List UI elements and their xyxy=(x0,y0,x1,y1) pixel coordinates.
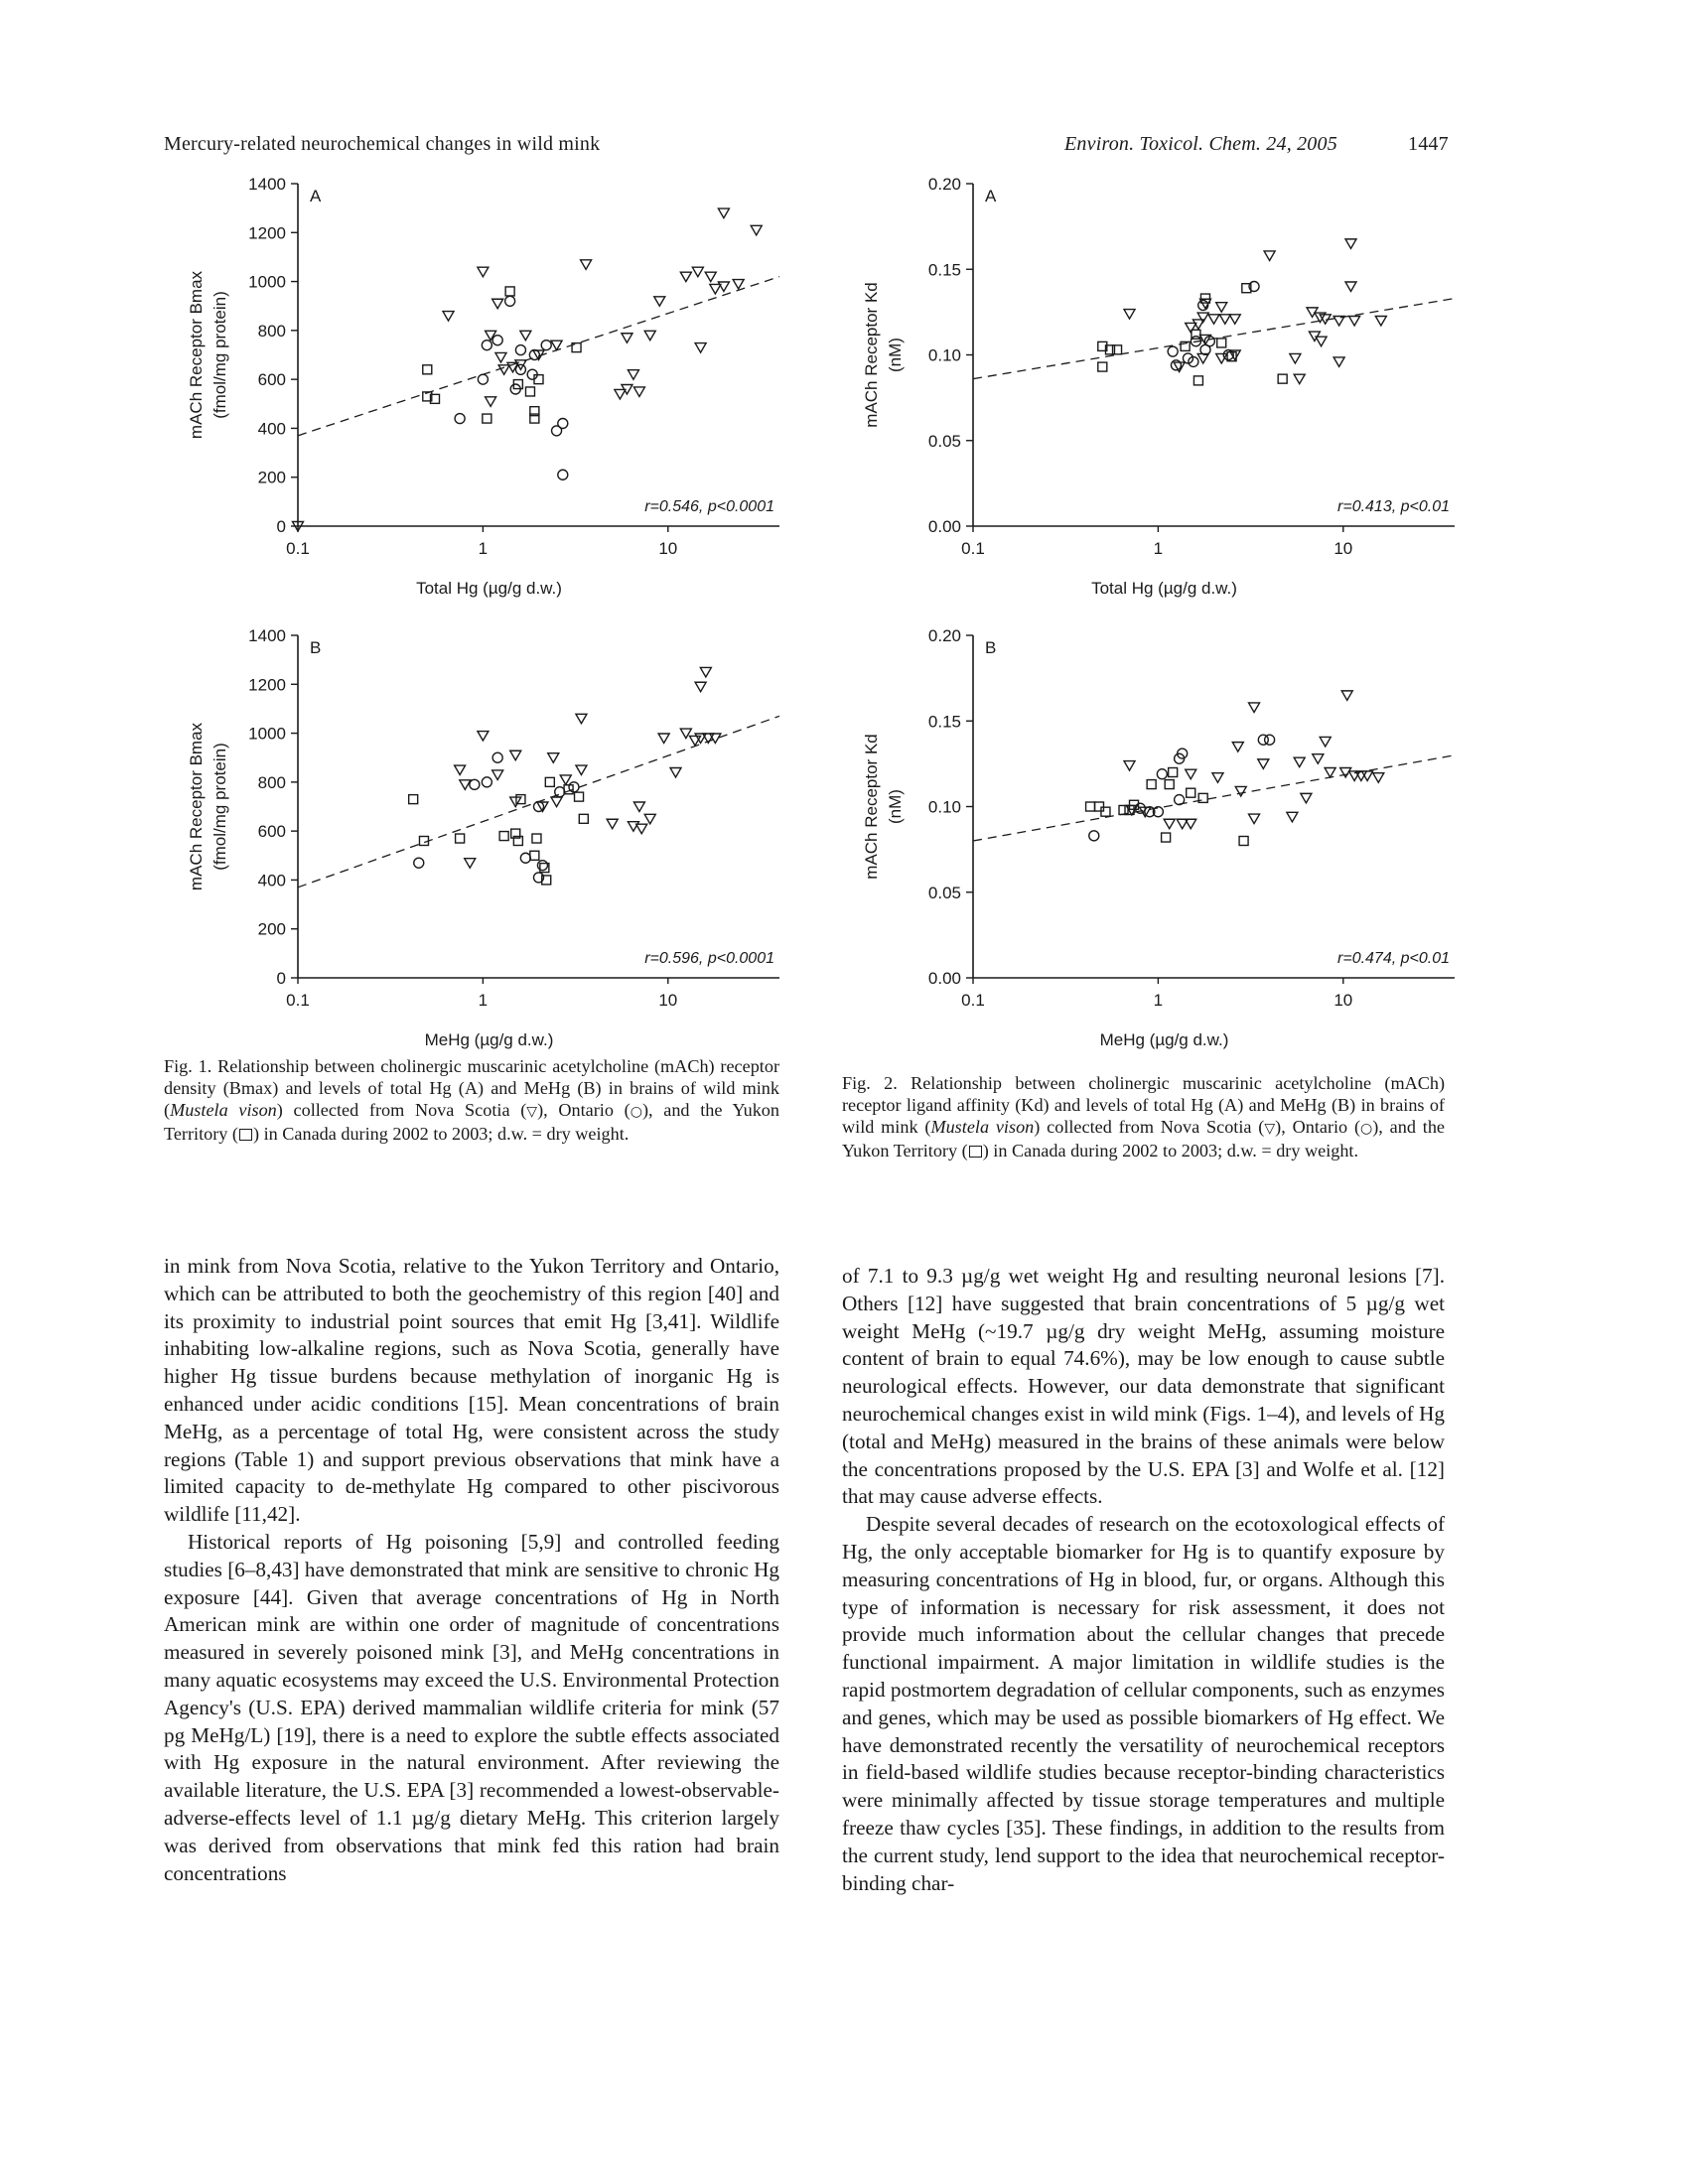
body-paragraph: in mink from Nova Scotia, relative to the Yukon Territory and Ontario, which can be attributed to both the geochemistry of this region [40] and its proximity to industrial point sources that emit Hg [3,41]. Wildlife inhabiting low-alkaline regions, such as Nova Scotia, generally have higher Hg tissue burdens because methylation of inorganic Hg is enhanced under acidic conditions [15]. Mean concentrations of brain MeHg, as a percentage of total Hg, were consistent across the study regions (Table 1) and support previous observations that mink have a limited capacity to de-methylate Hg compared to other piscivorous wildlife [11,42]. xyxy=(164,1254,779,1527)
y-tick-label: 600 xyxy=(257,822,286,842)
caption-text: ), Ontario ( xyxy=(1275,1117,1361,1137)
x-tick-label: 1 xyxy=(1153,539,1164,558)
caption-text: ) collected from Nova Scotia ( xyxy=(1034,1117,1265,1137)
square-marker-yukon xyxy=(1098,362,1107,371)
y-tick-label: 0 xyxy=(276,517,286,536)
square-marker-yukon xyxy=(483,414,491,423)
y-tick-label: 1200 xyxy=(248,675,286,695)
square-marker-yukon xyxy=(1147,780,1156,789)
y-tick-label: 200 xyxy=(257,468,286,487)
triangle-marker-nova-scotia xyxy=(633,802,644,812)
square-marker-yukon xyxy=(505,287,514,296)
circle-marker-ontario xyxy=(470,779,480,789)
triangle-marker-nova-scotia xyxy=(1232,743,1243,752)
circle-marker-ontario xyxy=(1175,795,1185,805)
triangle-marker-nova-scotia xyxy=(498,365,509,375)
triangle-marker-nova-scotia xyxy=(1124,310,1135,320)
y-tick-label: 1200 xyxy=(248,223,286,243)
triangle-marker-nova-scotia xyxy=(751,225,762,235)
figure-label: Fig. 2. xyxy=(842,1073,898,1093)
square-marker-yukon xyxy=(575,792,584,801)
square-marker-yukon xyxy=(499,832,508,841)
caption-text: ) in Canada during 2002 to 2003; d.w. = dry weight. xyxy=(982,1141,1359,1160)
x-tick-label: 1 xyxy=(1153,991,1164,1010)
triangle-marker-nova-scotia xyxy=(692,267,703,277)
square-marker-yukon xyxy=(1187,788,1195,797)
triangle-marker-nova-scotia xyxy=(1287,812,1298,822)
x-tick-label: 10 xyxy=(1333,539,1353,558)
species-name: Mustela vison xyxy=(930,1117,1035,1137)
triangle-marker-nova-scotia xyxy=(1301,793,1312,803)
square-marker-yukon xyxy=(525,387,534,396)
triangle-marker-nova-scotia xyxy=(1349,317,1360,327)
triangle-marker-nova-scotia xyxy=(548,753,559,763)
triangle-marker-nova-scotia xyxy=(615,389,626,399)
x-tick-label: 10 xyxy=(1333,991,1353,1010)
x-tick-label: 0.1 xyxy=(961,991,985,1010)
triangle-marker-nova-scotia xyxy=(1235,786,1246,796)
y-tick-label: 0.05 xyxy=(927,431,961,451)
triangle-marker-nova-scotia xyxy=(1333,357,1344,367)
x-tick-label: 0.1 xyxy=(286,991,310,1010)
triangle-marker-nova-scotia xyxy=(486,397,496,407)
triangle-symbol: ▽ xyxy=(526,1104,538,1120)
triangle-marker-nova-scotia xyxy=(560,775,571,785)
y-tick-label: 1400 xyxy=(248,626,286,645)
statistics-annotation: r=0.474, p<0.01 xyxy=(1337,950,1450,967)
triangle-marker-nova-scotia xyxy=(695,682,706,692)
y-tick-label: 0.15 xyxy=(927,712,961,732)
circle-marker-ontario xyxy=(1089,831,1099,841)
triangle-marker-nova-scotia xyxy=(510,797,521,807)
square-marker-yukon xyxy=(1165,780,1174,789)
triangle-marker-nova-scotia xyxy=(1219,315,1230,325)
triangle-marker-nova-scotia xyxy=(1164,819,1175,829)
triangle-marker-nova-scotia xyxy=(1249,814,1260,824)
triangle-marker-nova-scotia xyxy=(576,765,587,775)
caption-text: ) collected from Nova Scotia ( xyxy=(276,1100,527,1120)
triangle-marker-nova-scotia xyxy=(1325,768,1335,778)
triangle-marker-nova-scotia xyxy=(1345,282,1356,292)
circle-marker-ontario xyxy=(482,341,491,350)
triangle-marker-nova-scotia xyxy=(607,819,618,829)
square-symbol xyxy=(969,1146,982,1158)
circle-marker-ontario xyxy=(569,782,579,792)
triangle-marker-nova-scotia xyxy=(1197,353,1208,363)
square-marker-yukon xyxy=(1193,376,1202,385)
x-tick-label: 0.1 xyxy=(961,539,985,558)
triangle-marker-nova-scotia xyxy=(1124,761,1135,771)
y-tick-label: 1000 xyxy=(248,272,286,292)
circle-marker-ontario xyxy=(492,336,502,345)
y-tick-label: 0.05 xyxy=(927,883,961,902)
panel-label: B xyxy=(310,638,322,657)
x-tick-label: 10 xyxy=(658,539,678,558)
square-marker-yukon xyxy=(534,375,543,384)
y-axis-label-units: (nM) xyxy=(886,789,905,824)
body-column-left xyxy=(164,1253,779,1887)
caption-text: ), and the Yukon Territory ( xyxy=(164,1100,779,1144)
square-marker-yukon xyxy=(1198,793,1207,802)
triangle-marker-nova-scotia xyxy=(1341,691,1352,701)
y-tick-label: 0.15 xyxy=(927,260,961,280)
triangle-marker-nova-scotia xyxy=(695,343,706,353)
figure-1b-scatter-chart xyxy=(164,620,799,1052)
triangle-marker-nova-scotia xyxy=(670,768,681,778)
triangle-marker-nova-scotia xyxy=(576,714,587,724)
triangle-marker-nova-scotia xyxy=(1373,773,1384,783)
circle-marker-ontario xyxy=(558,470,568,479)
square-marker-yukon xyxy=(423,365,432,374)
x-axis-label: Total Hg (µg/g d.w.) xyxy=(1091,579,1237,598)
square-symbol xyxy=(239,1129,252,1141)
circle-marker-ontario xyxy=(1258,735,1268,745)
statistics-annotation: r=0.596, p<0.0001 xyxy=(644,950,774,967)
y-tick-label: 200 xyxy=(257,919,286,939)
circle-marker-ontario xyxy=(505,296,515,306)
square-marker-yukon xyxy=(1278,374,1287,383)
x-axis-label: Total Hg (µg/g d.w.) xyxy=(416,579,562,598)
y-axis-label-units: (fmol/mg protein) xyxy=(210,291,229,419)
circle-marker-ontario xyxy=(414,858,424,868)
triangle-marker-nova-scotia xyxy=(654,297,665,307)
triangle-marker-nova-scotia xyxy=(628,370,638,380)
y-axis-label: mACh Receptor Kd xyxy=(862,282,881,428)
triangle-marker-nova-scotia xyxy=(1294,374,1305,384)
y-tick-label: 0.20 xyxy=(927,175,961,194)
y-tick-label: 0.00 xyxy=(927,517,961,536)
triangle-marker-nova-scotia xyxy=(478,732,489,742)
panel-label: A xyxy=(985,187,997,205)
y-tick-label: 1400 xyxy=(248,175,286,194)
body-column-right xyxy=(842,1263,1445,1897)
triangle-marker-nova-scotia xyxy=(1264,251,1275,261)
square-marker-yukon xyxy=(409,795,418,804)
x-tick-label: 1 xyxy=(478,991,489,1010)
caption-text: ), and the Yukon Territory ( xyxy=(842,1117,1445,1160)
x-tick-label: 10 xyxy=(658,991,678,1010)
caption-text: ) in Canada during 2002 to 2003; d.w. = dry weight. xyxy=(252,1124,630,1144)
running-head-journal: Environ. Toxicol. Chem. 24, 2005 xyxy=(1064,133,1337,155)
circle-symbol: ○ xyxy=(1360,1121,1373,1137)
figure-label: Fig. 1. xyxy=(164,1056,212,1076)
y-tick-label: 0.00 xyxy=(927,969,961,988)
triangle-marker-nova-scotia xyxy=(1320,737,1331,747)
x-axis-label: MeHg (µg/g d.w.) xyxy=(424,1030,554,1049)
circle-marker-ontario xyxy=(537,861,547,871)
y-axis-label-units: (nM) xyxy=(886,338,905,372)
y-tick-label: 0.10 xyxy=(927,345,961,365)
y-tick-label: 800 xyxy=(257,772,286,792)
triangle-marker-nova-scotia xyxy=(1249,703,1260,713)
circle-marker-ontario xyxy=(1157,769,1167,779)
triangle-marker-nova-scotia xyxy=(1258,759,1269,769)
y-axis-label: mACh Receptor Bmax xyxy=(187,270,206,440)
triangle-marker-nova-scotia xyxy=(658,734,669,744)
triangle-marker-nova-scotia xyxy=(1316,337,1327,346)
figure-2b-scatter-chart xyxy=(839,620,1474,1052)
circle-marker-ontario xyxy=(555,787,565,797)
x-tick-label: 1 xyxy=(478,539,489,558)
x-tick-label: 0.1 xyxy=(286,539,310,558)
triangle-marker-nova-scotia xyxy=(520,331,531,341)
square-marker-yukon xyxy=(1086,802,1095,811)
triangle-marker-nova-scotia xyxy=(1186,323,1196,333)
square-marker-yukon xyxy=(456,834,465,843)
square-marker-yukon xyxy=(532,834,541,843)
regression-trendline xyxy=(973,755,1455,841)
panel-label: B xyxy=(985,638,997,657)
triangle-marker-nova-scotia xyxy=(1229,315,1240,325)
y-tick-label: 0.20 xyxy=(927,626,961,645)
figure-2a-scatter-chart xyxy=(839,169,1474,601)
triangle-marker-nova-scotia xyxy=(680,272,691,282)
triangle-marker-nova-scotia xyxy=(644,331,655,341)
figure-2-caption xyxy=(842,1072,1445,1161)
caption-text: Relationship between cholinergic muscarinic acetylcholine (mACh) receptor density (Bmax) and levels of total Hg (A) and MeHg (B) in brains of wild mink ( xyxy=(164,1056,779,1120)
triangle-marker-nova-scotia xyxy=(1375,317,1386,327)
circle-marker-ontario xyxy=(534,802,544,812)
triangle-marker-nova-scotia xyxy=(1208,315,1219,325)
triangle-marker-nova-scotia xyxy=(495,352,506,362)
square-marker-yukon xyxy=(530,851,539,860)
circle-marker-ontario xyxy=(541,341,551,350)
triangle-marker-nova-scotia xyxy=(1212,773,1223,783)
circle-marker-ontario xyxy=(455,414,465,424)
triangle-marker-nova-scotia xyxy=(1186,769,1196,779)
triangle-marker-nova-scotia xyxy=(455,765,466,775)
running-head-title: Mercury-related neurochemical changes in wild mink xyxy=(164,133,601,155)
triangle-marker-nova-scotia xyxy=(1345,239,1356,249)
panel-label: A xyxy=(310,187,322,205)
statistics-annotation: r=0.546, p<0.0001 xyxy=(644,498,774,515)
y-tick-label: 600 xyxy=(257,370,286,390)
square-marker-yukon xyxy=(1162,833,1171,842)
triangle-marker-nova-scotia xyxy=(581,260,592,270)
triangle-marker-nova-scotia xyxy=(492,299,503,309)
circle-marker-ontario xyxy=(1168,346,1178,356)
triangle-marker-nova-scotia xyxy=(551,797,562,807)
y-tick-label: 1000 xyxy=(248,724,286,744)
triangle-marker-nova-scotia xyxy=(733,280,744,290)
caption-text: ), Ontario ( xyxy=(537,1100,631,1120)
circle-marker-ontario xyxy=(478,374,488,384)
square-marker-yukon xyxy=(1217,339,1226,347)
figure-1-caption xyxy=(164,1055,779,1145)
circle-marker-ontario xyxy=(492,752,502,762)
triangle-marker-nova-scotia xyxy=(492,770,503,780)
species-name: Mustela vison xyxy=(170,1100,277,1120)
triangle-marker-nova-scotia xyxy=(705,272,716,282)
y-tick-label: 0 xyxy=(276,969,286,988)
body-paragraph: of 7.1 to 9.3 µg/g wet weight Hg and resulting neuronal lesions [7]. Others [12] have suggested that brain concentrations of 5 µg/g wet weight MeHg (~19.7 µg/g dry weight MeHg, assuming moisture content of brain to equal 74.6%), may be low enough to cause subtle neurological effects. However, our data demonstrate that significant neurochemical changes exist in wild mink (Figs. 1–4), and levels of Hg (total and MeHg) measured in the brains of these animals were below the concentrations proposed by the U.S. EPA [3] and Wolfe et al. [12] that may cause adverse effects. xyxy=(842,1264,1445,1509)
triangle-marker-nova-scotia xyxy=(622,334,632,343)
triangle-marker-nova-scotia xyxy=(718,208,729,218)
y-axis-label: mACh Receptor Bmax xyxy=(187,722,206,891)
figure-1a-scatter-chart xyxy=(164,169,799,601)
triangle-marker-nova-scotia xyxy=(700,667,711,677)
square-marker-yukon xyxy=(1169,768,1178,777)
statistics-annotation: r=0.413, p<0.01 xyxy=(1337,498,1450,515)
triangle-marker-nova-scotia xyxy=(633,387,644,397)
circle-marker-ontario xyxy=(482,777,491,787)
x-axis-label: MeHg (µg/g d.w.) xyxy=(1099,1030,1229,1049)
caption-text: Relationship between cholinergic muscarinic acetylcholine (mACh) receptor ligand affinity (Kd) and levels of total Hg (A) and MeHg (B) in brains of wild mink ( xyxy=(842,1073,1446,1137)
page-number: 1447 xyxy=(1408,133,1449,155)
y-tick-label: 800 xyxy=(257,321,286,341)
circle-marker-ontario xyxy=(515,345,525,355)
body-paragraph: Historical reports of Hg poisoning [5,9] and controlled feeding studies [6–8,43] have demonstrated that mink are sensitive to chronic Hg exposure [44]. Given that average concentrations of Hg in North American mink are within one order of magnitude of concentrations measured in severely poisoned mink [3], and MeHg concentrations in many aquatic ecosystems may exceed the U.S. Environmental Protection Agency's (U.S. EPA) derived mammalian wildlife criteria for mink (57 pg MeHg/L) [19], there is a need to explore the subtle effects associated with Hg exposure in the natural environment. After reviewing the available literature, the U.S. EPA [3] recommended a lowest-observable-adverse-effects level of 1.1 µg/g dietary MeHg. This criterion largely was derived from observations that mink fed this ration had brain concentrations xyxy=(164,1529,779,1885)
triangle-marker-nova-scotia xyxy=(510,751,521,760)
y-tick-label: 400 xyxy=(257,871,286,890)
triangle-marker-nova-scotia xyxy=(644,814,655,824)
y-tick-label: 400 xyxy=(257,419,286,439)
triangle-marker-nova-scotia xyxy=(1313,754,1324,764)
triangle-marker-nova-scotia xyxy=(710,284,721,294)
square-marker-yukon xyxy=(545,777,554,786)
circle-marker-ontario xyxy=(520,853,530,863)
y-tick-label: 0.10 xyxy=(927,797,961,817)
triangle-marker-nova-scotia xyxy=(636,824,647,834)
triangle-symbol: ▽ xyxy=(1264,1121,1276,1137)
y-axis-label: mACh Receptor Kd xyxy=(862,734,881,880)
triangle-marker-nova-scotia xyxy=(1294,757,1305,767)
circle-symbol: ○ xyxy=(630,1104,642,1120)
circle-marker-ontario xyxy=(552,426,562,436)
square-marker-yukon xyxy=(579,814,588,823)
triangle-marker-nova-scotia xyxy=(465,859,476,869)
y-axis-label-units: (fmol/mg protein) xyxy=(210,743,229,871)
square-marker-yukon xyxy=(1239,837,1248,846)
triangle-marker-nova-scotia xyxy=(1290,353,1301,363)
triangle-marker-nova-scotia xyxy=(443,312,454,322)
triangle-marker-nova-scotia xyxy=(478,267,489,277)
triangle-marker-nova-scotia xyxy=(1216,303,1227,313)
body-paragraph: Despite several decades of research on the ecotoxological effects of Hg, the only acceptable biomarker for Hg is to quantify exposure by measuring concentrations of Hg in blood, fur, or organs. Although this type of information is necessary for risk assessment, it does not provide much information about the cellular changes that precede functional impairment. A major limitation in wildlife studies is the rapid postmortem degradation of cellular components, such as enzymes and genes, which may be used as possible biomarkers of Hg effect. We have demonstrated recently the versatility of neurochemical receptors in field-based wildlife studies because receptor-binding characteristics were minimally affected by tissue storage temperatures and multiple freeze thaw cycles [35]. These findings, in addition to the results from the current study, lend support to the idea that neurochemical receptor-binding char- xyxy=(842,1512,1445,1895)
